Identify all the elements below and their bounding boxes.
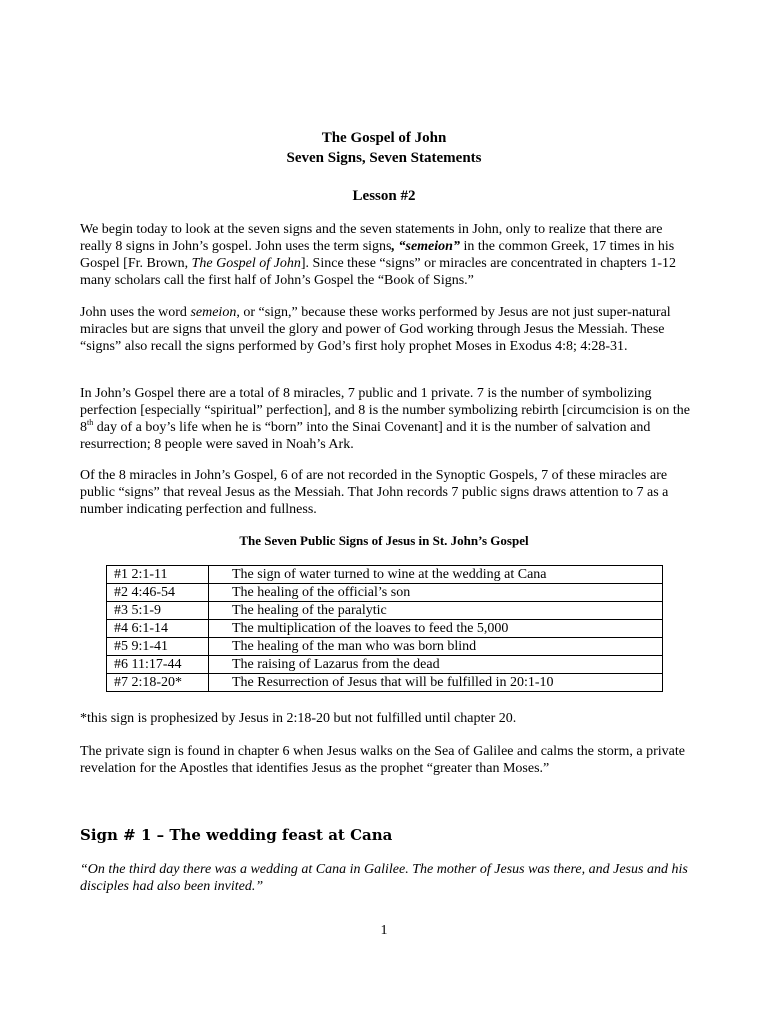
table-row	[107, 638, 663, 656]
paragraph-text: John uses the word	[80, 305, 191, 320]
lesson-label: Lesson #2	[352, 188, 416, 204]
table-title: The Seven Public Signs of Jesus in St. John’s Gospel	[239, 533, 529, 548]
sign-description: The healing of the official’s son	[209, 584, 663, 602]
table-row	[107, 620, 663, 638]
table-row	[107, 584, 663, 602]
paragraph-text: day of a boy’s life when he is “born” into the Sinai Covenant] and it is the number of salvation and resurrection; 8 people were saved in Noah’s Ark.	[80, 420, 651, 452]
sign-reference: #4 6:1-14	[107, 620, 209, 638]
semeion-word: semeion	[190, 305, 237, 320]
sign-reference: #3 5:1-9	[107, 602, 209, 620]
semeion-term: , “semeion”	[391, 239, 460, 254]
table-row	[107, 602, 663, 620]
scripture-quote: “On the third day there was a wedding at Cana in Galilee. The mother of Jesus was there, and Jesus and his disciples had also been invited.”	[80, 862, 688, 894]
sign-description: The Resurrection of Jesus that will be fulfilled in 20:1-10	[209, 674, 663, 692]
paragraph-intro	[80, 221, 692, 289]
table-row	[107, 674, 663, 692]
sign-description: The sign of water turned to wine at the wedding at Cana	[209, 566, 663, 584]
signs-table	[106, 565, 663, 692]
paragraph-text: ]. Since these “signs” or miracles are concentrated in chapters 1-12 many scholars call the first half of John’s Gospel the “Book of Signs.”	[80, 256, 677, 288]
paragraph-text: in the common Greek, 17 times in his Gospel [Fr. Brown,	[80, 239, 675, 271]
table-row	[107, 566, 663, 584]
table-row	[107, 656, 663, 674]
sign-description: The healing of the paralytic	[209, 602, 663, 620]
sign-reference: #1 2:1-11	[107, 566, 209, 584]
document-title: The Gospel of John	[321, 130, 447, 146]
sign-reference: #2 4:46-54	[107, 584, 209, 602]
paragraph-text: In John’s Gospel there are a total of 8 miracles, 7 public and 1 private. 7 is the number of symbolizing perfection [especially “spiritual” perfection], and 8 is the number symbolizing rebirth [circumcision is on the 8	[80, 386, 690, 435]
title-block	[0, 128, 768, 168]
sign-description: The healing of the man who was born blind	[209, 638, 663, 656]
sign-reference: #6 11:17-44	[107, 656, 209, 674]
sign-reference: #7 2:18-20*	[107, 674, 209, 692]
book-title: The Gospel of John	[191, 256, 301, 271]
table-footnote: *this sign is prophesized by Jesus in 2:18-20 but not fulfilled until chapter 20.	[80, 711, 517, 726]
sign-reference: #5 9:1-41	[107, 638, 209, 656]
paragraph-text: , or “sign,” because these works performed by Jesus are not just super-natural miracles but are signs that unveil the glory and power of God working through Jesus the Messiah. These “signs” also recall the signs performed by God’s first holy prophet Moses in Exodus 4:8; 4:28-31.	[80, 305, 671, 354]
section-heading: Sign # 1 – The wedding feast at Cana	[80, 826, 393, 844]
document-subtitle: Seven Signs, Seven Statements	[286, 150, 482, 166]
paragraph-semeion	[80, 304, 692, 355]
paragraph-private-sign: The private sign is found in chapter 6 when Jesus walks on the Sea of Galilee and calms the storm, a private revelation for the Apostles that identifies Jesus as the prophet “greater than Moses.”	[80, 744, 685, 776]
ordinal-suffix: th	[87, 418, 94, 427]
page-number: 1	[380, 923, 388, 938]
paragraph-miracles	[80, 385, 692, 453]
sign-description: The multiplication of the loaves to feed the 5,000	[209, 620, 663, 638]
sign-description: The raising of Lazarus from the dead	[209, 656, 663, 674]
paragraph-synoptic: Of the 8 miracles in John’s Gospel, 6 of are not recorded in the Synoptic Gospels, 7 of these miracles are public “signs” that reveal Jesus as the Messiah. That John records 7 public signs draws attention to 7 as a number indicating perfection and fullness.	[80, 468, 669, 517]
paragraph-text: We begin today to look at the seven signs and the seven statements in John, only to realize that there are really 8 signs in John’s gospel. John uses the term signs	[80, 222, 663, 254]
